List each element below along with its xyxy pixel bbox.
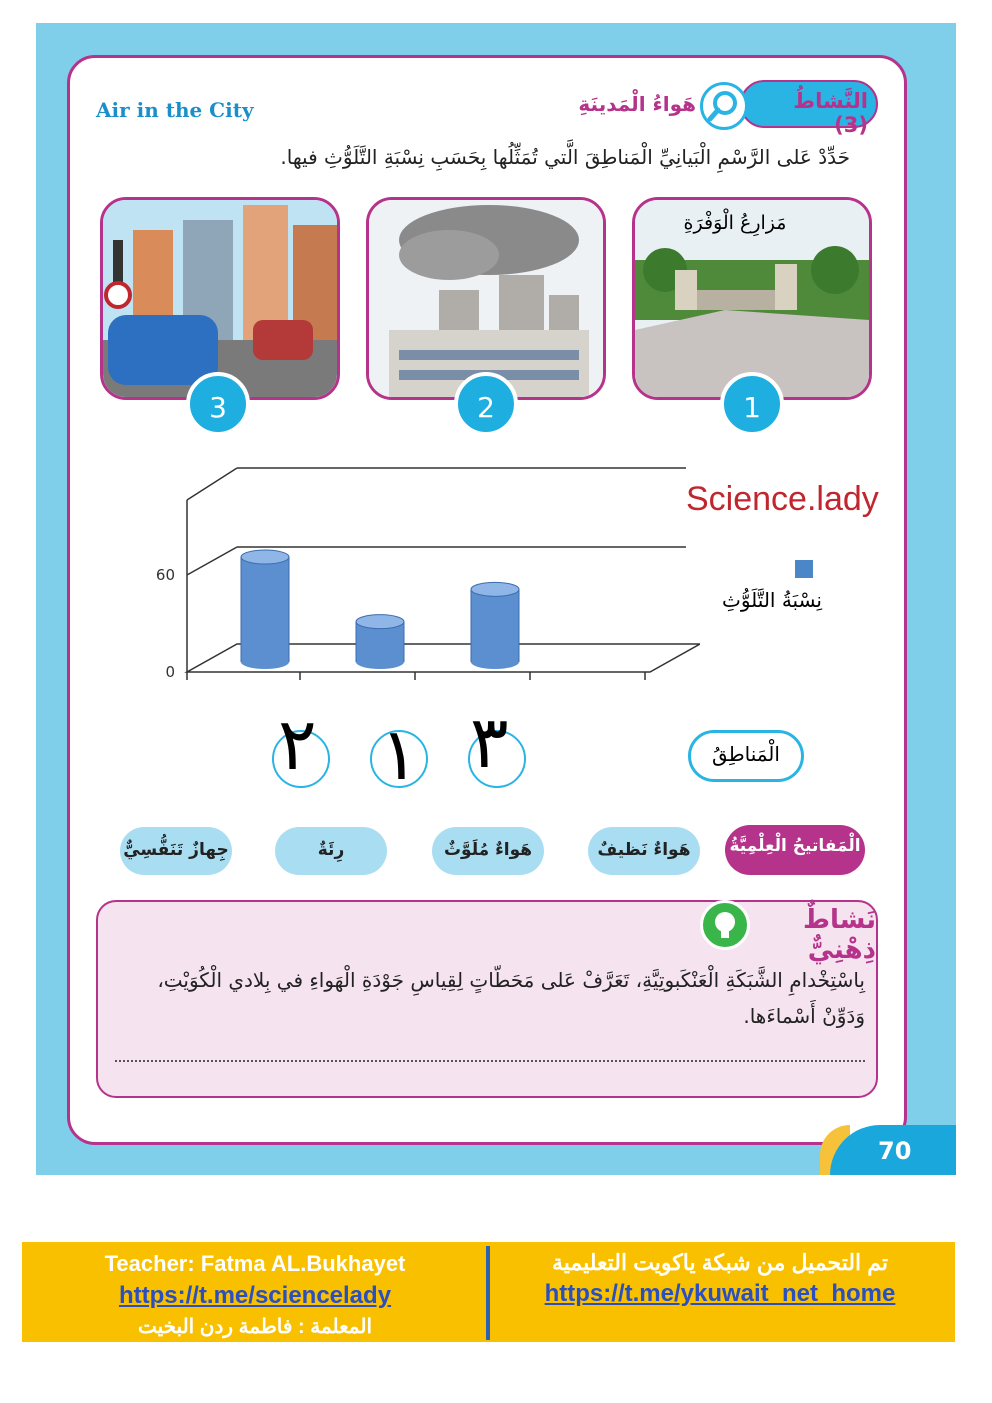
magnifier-icon	[700, 82, 748, 130]
chart-bar-top-3	[471, 582, 519, 596]
brain-activity-title: نَشاطٌ ذِهْنِيٌّ	[803, 905, 876, 965]
chart-bar-base-3	[471, 655, 519, 669]
chart-side-60	[187, 547, 237, 575]
watermark-text: Science.lady	[686, 480, 879, 518]
brain-activity-text: بِاسْتِخْدامِ الشَّبَكَةِ الْعَنْكَبوتِيَّةِ، تَعَرَّفْ عَلى مَحَطّاتٍ لِقِياسِ جَوْدَةِ الْهَواءِ في بِلادي الْكُوَيْتِ، وَدَوِّنْ أَسْماءَها.	[157, 968, 865, 1028]
page-number: 70	[878, 1137, 912, 1165]
y-tick-label-1: 60	[155, 566, 175, 584]
regions-label: الْمَناطِقُ	[712, 742, 780, 766]
handwritten-answer-3: ٣	[470, 700, 509, 784]
photo-farm-caption: مَزارِعُ الْوَفْرَةِ	[683, 212, 787, 234]
chart-bar-1	[241, 550, 289, 669]
footer-download-text: تم التحميل من شبكة ياكويت التعليمية	[551, 1250, 889, 1275]
activity-label: النَّشاطُ (3)	[793, 89, 868, 137]
english-title: Air in the City	[96, 98, 254, 122]
handwritten-answer-2: ١	[380, 712, 419, 796]
chart-side-top	[187, 468, 237, 500]
chart-bar-top-1	[241, 550, 289, 564]
photo-factory	[366, 197, 606, 400]
keyword-clean-air: هَواءٌ نَظيفٌ	[597, 840, 691, 860]
chart-bar-base-1	[241, 655, 289, 669]
keyword-lung: رِئَةٌ	[317, 840, 345, 860]
legend-swatch	[795, 560, 813, 578]
chart-bar-3	[471, 582, 519, 669]
chart-bar-body-1	[241, 557, 289, 662]
photo-number-1: 1	[720, 372, 784, 436]
chart-bar-body-3	[471, 589, 519, 662]
footer-sciencelady-link[interactable]: https://t.me/sciencelady	[118, 1282, 392, 1309]
photo-city-traffic	[100, 197, 340, 400]
legend-label: نِسْبَةُ التَّلَوُّثِ	[722, 588, 822, 612]
chart-bar-top-2	[356, 615, 404, 629]
photo-number-3: 3	[186, 372, 250, 436]
chart-bar-2	[356, 615, 404, 669]
handwritten-answer-1: ٢	[278, 702, 317, 786]
instruction-text: حَدِّدْ عَلى الرَّسْمِ الْبَيانِيِّ الْمَناطِقَ الَّتي تُمَثِّلُها بِحَسَبِ نِسْبَةِ التَّلَوُّثِ فيها.	[280, 145, 850, 169]
footer-divider	[486, 1246, 490, 1340]
keyword-respiratory-system: جِهازٌ تَنَفُّسِيٌّ	[123, 840, 229, 860]
activity-title: هَواءُ الْمَدينَةِ	[578, 92, 696, 116]
pollution-chart	[150, 460, 700, 700]
lightbulb-icon	[700, 900, 750, 950]
footer-teacher-arabic: المعلمة : فاطمة ردن البخيت	[137, 1316, 373, 1338]
chart-bar-base-2	[356, 655, 404, 669]
answer-dotted-line	[115, 1060, 865, 1062]
footer-teacher-name: Teacher: Fatma AL.Bukhayet	[104, 1251, 406, 1276]
keywords-label: الْمَفاتيحُ الْعِلْمِيَّةُ	[729, 836, 861, 856]
keyword-polluted-air: هَواءٌ مُلَوَّثٌ	[443, 840, 533, 860]
y-tick-label-0: 0	[165, 663, 175, 681]
photo-number-2: 2	[454, 372, 518, 436]
footer-ykuwait-link[interactable]: https://t.me/ykuwait_net_home	[544, 1280, 896, 1307]
